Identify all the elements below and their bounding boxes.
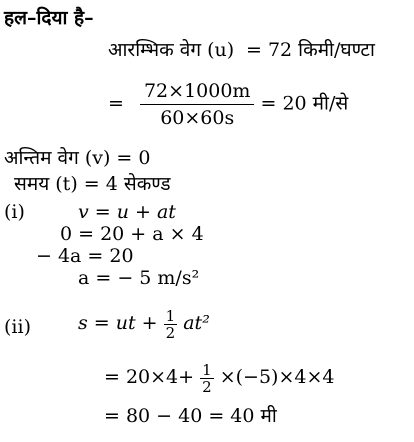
half-denominator: 2 <box>165 323 176 342</box>
substitution-line <box>104 358 335 396</box>
equation-line-1: v = u + at <box>78 201 176 223</box>
equation-line-3: − 4a = 20 <box>36 245 134 267</box>
formula-right: at² <box>183 312 210 334</box>
unit-conversion <box>108 78 348 131</box>
conversion-numerator: 72×1000m <box>140 78 254 105</box>
substitution-denominator: 2 <box>202 377 212 396</box>
equation-line-4: a = − 5 m/s² <box>78 267 200 289</box>
conversion-result: = 20 मी/से <box>260 92 349 115</box>
conversion-denominator: 60×60s <box>160 107 235 129</box>
substitution-numerator: 1 <box>202 360 212 379</box>
solution-heading: हल–दिया है– <box>4 7 94 29</box>
substitution-right: ×(−5)×4×4 <box>219 366 335 388</box>
equation-line-2: 0 = 20 + a × 4 <box>60 223 204 245</box>
time-value: समय (t) = 4 सेकण्ड <box>14 173 171 195</box>
substitution-fraction <box>200 362 214 395</box>
conversion-equals: = <box>108 92 124 115</box>
final-velocity: अन्तिम वेग (v) = 0 <box>4 147 151 169</box>
final-result: = 80 − 40 = 40 मी <box>104 405 277 427</box>
part-i-marker: (i) <box>4 201 25 223</box>
formula-left: s = ut + <box>78 312 158 334</box>
initial-velocity-value: = 72 किमी/घण्टा <box>246 39 375 61</box>
part-ii-marker: (ii) <box>4 316 31 338</box>
half-numerator: 1 <box>165 306 176 325</box>
half-fraction <box>164 308 178 341</box>
substitution-left: = 20×4+ <box>104 366 195 388</box>
initial-velocity-label: आरम्भिक वेग (u) <box>108 39 235 61</box>
conversion-fraction <box>140 78 254 131</box>
displacement-formula <box>78 304 210 342</box>
